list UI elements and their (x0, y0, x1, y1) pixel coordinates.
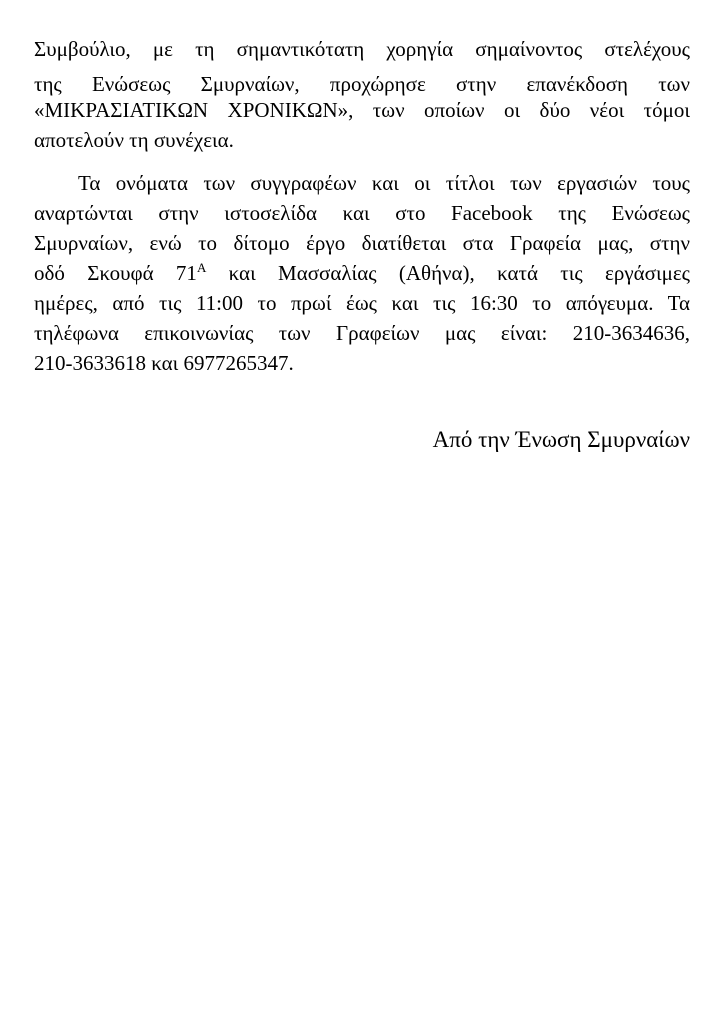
paragraph-2-line-2: αναρτώνται στην ιστοσελίδα και στο Facebook της Ενώσεως (34, 201, 690, 225)
paragraph-2-line-6: τηλέφωνα επικοινωνίας των Γραφείων μας είναι: 210-3634636, (34, 321, 690, 345)
address-superscript: Α (196, 260, 207, 275)
paragraph-2-line-5: ημέρες, από τις 11:00 το πρωί έως και τις 16:30 το απόγευμα. Τα (34, 291, 690, 315)
address-text-end: και Μασσαλίας (Αθήνα), κατά τις εργάσιμες (206, 261, 690, 285)
paragraph-1-line-1: Συμβούλιο, με τη σημαντικότατη χορηγία σημαίνοντος στελέχους (34, 37, 690, 61)
paragraph-2-line-4 (34, 258, 690, 288)
signature: Από την Ένωση Σμυρναίων (432, 427, 690, 452)
paragraph-2-line-1: Τα ονόματα των συγγραφέων και οι τίτλοι των εργασιών τους (78, 171, 690, 195)
paragraph-1-line-2: της Ενώσεως Σμυρναίων, προχώρησε στην επανέκδοση των (34, 72, 690, 96)
paragraph-2-line-3: Σμυρναίων, ενώ το δίτομο έργο διατίθεται στα Γραφεία μας, στην (34, 231, 690, 255)
paragraph-1-line-3: «ΜΙΚΡΑΣΙΑΤΙΚΩΝ ΧΡΟΝΙΚΩΝ», των οποίων οι δύο νέοι τόμοι (34, 98, 690, 122)
paragraph-2-line-7: 210-3633618 και 6977265347. (34, 351, 294, 375)
paragraph-1-line-4: αποτελούν τη συνέχεια. (34, 128, 234, 152)
address-text-start: οδό Σκουφά 71 (34, 261, 197, 285)
